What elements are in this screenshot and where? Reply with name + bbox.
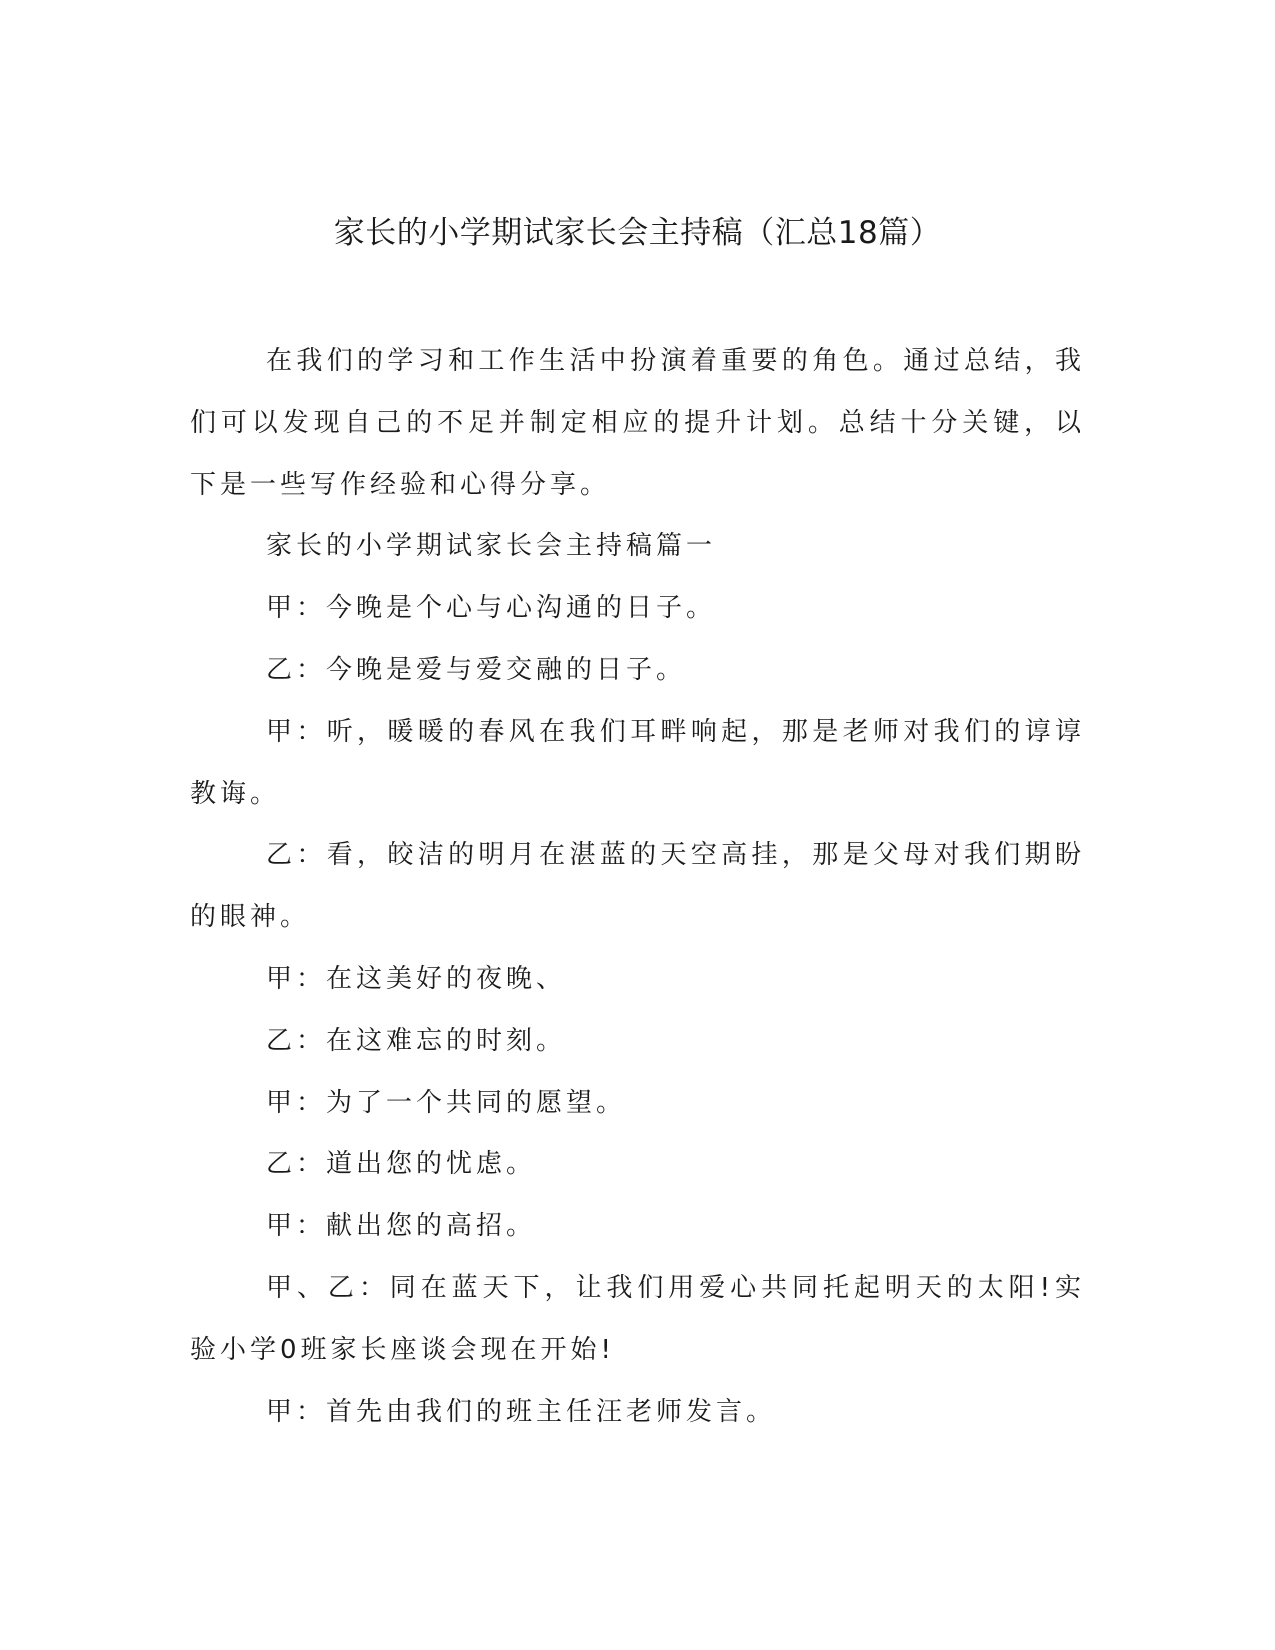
dialogue-line: 甲：为了一个共同的愿望。 — [266, 1087, 627, 1118]
dialogue-line: 甲、乙：同在蓝天下，让我们用爱心共同托起明天的太阳!实验小学0班家长座谈会现在开始! — [190, 1272, 1085, 1365]
section-heading: 家长的小学期试家长会主持稿篇一 — [266, 531, 717, 562]
intro-paragraph: 在我们的学习和工作生活中扮演着重要的角色。通过总结，我们可以发现自己的不足并制定相应的提升计划。总结十分关键，以下是一些写作经验和心得分享。 — [190, 346, 1085, 500]
dialogue-line: 乙：看，皎洁的明月在湛蓝的天空高挂，那是父母对我们期盼的眼神。 — [190, 840, 1085, 933]
dialogue-line: 乙：今晚是爱与爱交融的日子。 — [266, 654, 687, 685]
dialogue-line: 乙：道出您的忧虑。 — [266, 1149, 537, 1180]
dialogue-line: 甲：听，暖暖的春风在我们耳畔响起，那是老师对我们的谆谆教诲。 — [190, 716, 1085, 809]
dialogue-line: 甲：献出您的高招。 — [266, 1211, 537, 1242]
document-body — [190, 331, 1085, 1443]
document-title: 家长的小学期试家长会主持稿（汇总18篇） — [333, 215, 942, 251]
dialogue-line: 甲：今晚是个心与心沟通的日子。 — [266, 593, 717, 624]
dialogue-line: 甲：在这美好的夜晚、 — [266, 963, 567, 994]
dialogue-line: 甲：首先由我们的班主任汪老师发言。 — [266, 1396, 777, 1427]
dialogue-line: 乙：在这难忘的时刻。 — [266, 1025, 567, 1056]
